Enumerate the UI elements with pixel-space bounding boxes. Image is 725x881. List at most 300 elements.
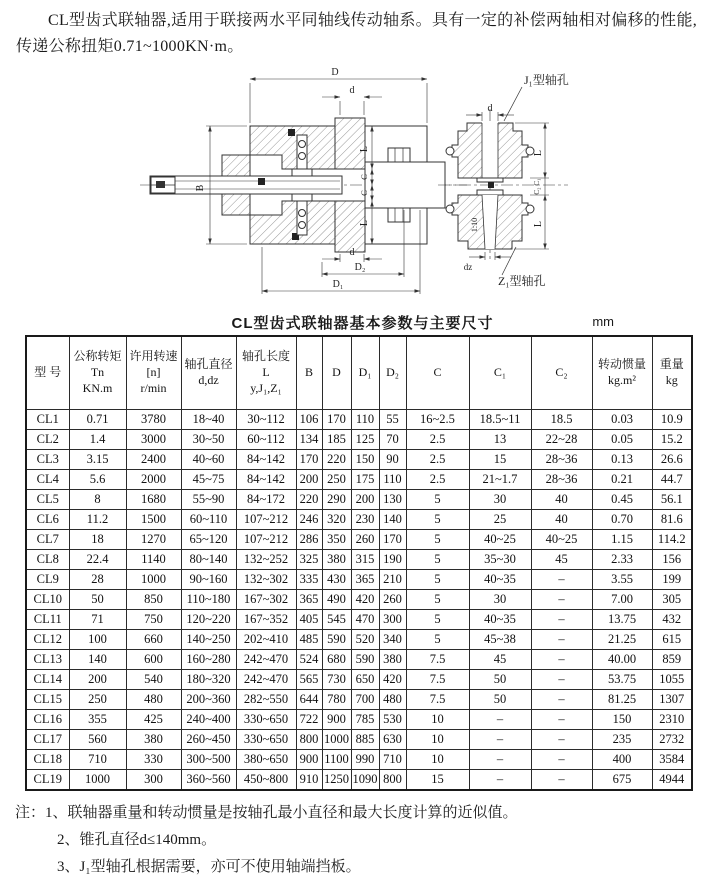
cell: 325 bbox=[296, 549, 322, 569]
cell: 30~112 bbox=[236, 409, 296, 429]
cell: 15 bbox=[406, 769, 469, 790]
cell: 84~142 bbox=[236, 449, 296, 469]
cell: 246 bbox=[296, 509, 322, 529]
cell: 990 bbox=[351, 749, 379, 769]
cell: 380 bbox=[126, 729, 181, 749]
cell: 910 bbox=[296, 769, 322, 790]
cell: 450~800 bbox=[236, 769, 296, 790]
table-row bbox=[26, 609, 692, 629]
cell: 132~302 bbox=[236, 569, 296, 589]
cell: 90 bbox=[379, 449, 406, 469]
cell: 18 bbox=[69, 529, 126, 549]
table-caption bbox=[25, 312, 700, 332]
table-row bbox=[26, 669, 692, 689]
cell: 380 bbox=[322, 549, 351, 569]
cell: 15.2 bbox=[652, 429, 692, 449]
cell: – bbox=[469, 769, 531, 790]
cell: 4944 bbox=[652, 769, 692, 790]
cell: CL6 bbox=[26, 509, 69, 529]
cell: – bbox=[531, 689, 592, 709]
cell: 3.55 bbox=[592, 569, 652, 589]
cell: 156 bbox=[652, 549, 692, 569]
cell: 10 bbox=[406, 729, 469, 749]
cell: 3.15 bbox=[69, 449, 126, 469]
cell: 140 bbox=[69, 649, 126, 669]
table-row bbox=[26, 629, 692, 649]
parameters-table bbox=[25, 335, 693, 791]
cell: 260~450 bbox=[181, 729, 236, 749]
cell: 485 bbox=[296, 629, 322, 649]
cell: 56.1 bbox=[652, 489, 692, 509]
cell: 90~160 bbox=[181, 569, 236, 589]
cell: 524 bbox=[296, 649, 322, 669]
cell: 30~50 bbox=[181, 429, 236, 449]
cell: 50 bbox=[69, 589, 126, 609]
column-header: 公称转矩 Tn KN.m bbox=[69, 336, 126, 410]
cell: 420 bbox=[379, 669, 406, 689]
cell: 2.33 bbox=[592, 549, 652, 569]
cell: 1000 bbox=[126, 569, 181, 589]
cell: 490 bbox=[322, 589, 351, 609]
cell: 16~2.5 bbox=[406, 409, 469, 429]
cell: 5 bbox=[406, 529, 469, 549]
coupling-section-drawing bbox=[0, 63, 725, 308]
cell: CL12 bbox=[26, 629, 69, 649]
cell: 22.4 bbox=[69, 549, 126, 569]
cell: 2000 bbox=[126, 469, 181, 489]
cell: 45~38 bbox=[469, 629, 531, 649]
dim-D2: D₂ bbox=[354, 261, 366, 273]
cell: – bbox=[469, 709, 531, 729]
cell: 202~410 bbox=[236, 629, 296, 649]
cell: 405 bbox=[296, 609, 322, 629]
table-row bbox=[26, 489, 692, 509]
cell: 0.03 bbox=[592, 409, 652, 429]
cell: 722 bbox=[296, 709, 322, 729]
cell: 1055 bbox=[652, 669, 692, 689]
cell: 615 bbox=[652, 629, 692, 649]
cell: 11.2 bbox=[69, 509, 126, 529]
dim-L-z1: L bbox=[533, 220, 544, 227]
cell: 365 bbox=[351, 569, 379, 589]
cell: 0.21 bbox=[592, 469, 652, 489]
cell: 710 bbox=[69, 749, 126, 769]
cell: 28 bbox=[69, 569, 126, 589]
dim-D: D bbox=[331, 66, 339, 78]
intro-paragraph: CL型齿式联轴器,适用于联接两水平同轴线传动轴系。具有一定的补偿两轴相对偏移的性能,传递公称扭矩0.71~1000KN·m。 bbox=[16, 12, 698, 56]
cell: 107~212 bbox=[236, 529, 296, 549]
column-header: D₂ bbox=[379, 336, 406, 410]
cell: 1000 bbox=[69, 769, 126, 790]
cell: – bbox=[531, 629, 592, 649]
dim-dz: dz bbox=[463, 261, 473, 272]
cell: 530 bbox=[379, 709, 406, 729]
table-row bbox=[26, 509, 692, 529]
note-line-3 bbox=[57, 854, 725, 881]
cell: 425 bbox=[126, 709, 181, 729]
note-line-1 bbox=[15, 800, 725, 827]
cell: 350 bbox=[322, 529, 351, 549]
table-row bbox=[26, 689, 692, 709]
cell: 55 bbox=[379, 409, 406, 429]
cell: 100 bbox=[69, 629, 126, 649]
cell: 320 bbox=[322, 509, 351, 529]
cell: CL1 bbox=[26, 409, 69, 429]
column-header: 重量 kg bbox=[652, 336, 692, 410]
cell: 1140 bbox=[126, 549, 181, 569]
cell: 160~280 bbox=[181, 649, 236, 669]
cell: 1270 bbox=[126, 529, 181, 549]
j1-bore-label: J₁型轴孔 bbox=[524, 72, 569, 87]
table-row bbox=[26, 589, 692, 609]
cell: 150 bbox=[592, 709, 652, 729]
cell: CL8 bbox=[26, 549, 69, 569]
cell: 290 bbox=[322, 489, 351, 509]
cell: CL18 bbox=[26, 749, 69, 769]
cell: 2400 bbox=[126, 449, 181, 469]
cell: 81.6 bbox=[652, 509, 692, 529]
cell: 175 bbox=[351, 469, 379, 489]
cell: CL17 bbox=[26, 729, 69, 749]
cell: 3584 bbox=[652, 749, 692, 769]
cell: 300~500 bbox=[181, 749, 236, 769]
cell: 7.5 bbox=[406, 649, 469, 669]
cell: 50 bbox=[469, 669, 531, 689]
cell: 5 bbox=[406, 629, 469, 649]
cell: 1000 bbox=[322, 729, 351, 749]
cell: 84~142 bbox=[236, 469, 296, 489]
column-header: D bbox=[322, 336, 351, 410]
cell: 114.2 bbox=[652, 529, 692, 549]
cell: 590 bbox=[322, 629, 351, 649]
cell: 5 bbox=[406, 549, 469, 569]
cell: 40~25 bbox=[469, 529, 531, 549]
cell: 120~220 bbox=[181, 609, 236, 629]
cell: 565 bbox=[296, 669, 322, 689]
dim-d-top: d bbox=[349, 84, 355, 96]
cell: 360~560 bbox=[181, 769, 236, 790]
dim-C2: C₂ bbox=[533, 187, 541, 195]
cell: 230 bbox=[351, 509, 379, 529]
cell: CL5 bbox=[26, 489, 69, 509]
cell: 110 bbox=[351, 409, 379, 429]
cell: 60~112 bbox=[236, 429, 296, 449]
table-row bbox=[26, 729, 692, 749]
cell: 200~360 bbox=[181, 689, 236, 709]
cell: 730 bbox=[322, 669, 351, 689]
cell: 190 bbox=[379, 549, 406, 569]
cell: 430 bbox=[322, 569, 351, 589]
cell: 315 bbox=[351, 549, 379, 569]
cell: 15 bbox=[469, 449, 531, 469]
cell: – bbox=[531, 649, 592, 669]
cell: 470 bbox=[351, 609, 379, 629]
cell: 0.05 bbox=[592, 429, 652, 449]
cell: 50 bbox=[469, 689, 531, 709]
cell: CL2 bbox=[26, 429, 69, 449]
cell: 480 bbox=[126, 689, 181, 709]
dim-C1: C₁ bbox=[533, 178, 541, 186]
cell: 55~90 bbox=[181, 489, 236, 509]
cell: 125 bbox=[351, 429, 379, 449]
cell: 26.6 bbox=[652, 449, 692, 469]
cell: 286 bbox=[296, 529, 322, 549]
cell: 282~550 bbox=[236, 689, 296, 709]
cell: 71 bbox=[69, 609, 126, 629]
cell: 150 bbox=[351, 449, 379, 469]
cell: CL19 bbox=[26, 769, 69, 790]
cell: 850 bbox=[126, 589, 181, 609]
cell: 140~250 bbox=[181, 629, 236, 649]
table-row bbox=[26, 769, 692, 790]
cell: 110~180 bbox=[181, 589, 236, 609]
cell: 13 bbox=[469, 429, 531, 449]
cell: 18~40 bbox=[181, 409, 236, 429]
cell: 1100 bbox=[322, 749, 351, 769]
cell: 3780 bbox=[126, 409, 181, 429]
header-row bbox=[26, 336, 692, 410]
cell: 242~470 bbox=[236, 669, 296, 689]
cell: 170 bbox=[379, 529, 406, 549]
cell: 300 bbox=[379, 609, 406, 629]
cell: CL11 bbox=[26, 609, 69, 629]
cell: CL7 bbox=[26, 529, 69, 549]
cell: 590 bbox=[351, 649, 379, 669]
cell: 167~352 bbox=[236, 609, 296, 629]
cell: 13.75 bbox=[592, 609, 652, 629]
cell: 80~140 bbox=[181, 549, 236, 569]
cell: 107~212 bbox=[236, 509, 296, 529]
cell: 44.7 bbox=[652, 469, 692, 489]
cell: 250 bbox=[69, 689, 126, 709]
cell: 330~650 bbox=[236, 729, 296, 749]
notes-prefix: 注： bbox=[15, 804, 46, 821]
cell: 710 bbox=[379, 749, 406, 769]
cell: 420 bbox=[351, 589, 379, 609]
note-line-2 bbox=[57, 827, 725, 854]
cell: – bbox=[531, 669, 592, 689]
cell: 335 bbox=[296, 569, 322, 589]
cell: 1680 bbox=[126, 489, 181, 509]
cell: – bbox=[531, 749, 592, 769]
cell: 1090 bbox=[351, 769, 379, 790]
cell: 45 bbox=[531, 549, 592, 569]
note-text: 1、联轴器重量和转动惯量是按轴孔最小直径和最大长度计算的近似值。 bbox=[45, 804, 518, 821]
cell: 235 bbox=[592, 729, 652, 749]
cell: 560 bbox=[69, 729, 126, 749]
cell: 40 bbox=[531, 489, 592, 509]
cell: 185 bbox=[322, 429, 351, 449]
cell: 240~400 bbox=[181, 709, 236, 729]
cell: 340 bbox=[379, 629, 406, 649]
cell: 3000 bbox=[126, 429, 181, 449]
cell: 10.9 bbox=[652, 409, 692, 429]
column-header: C₂ bbox=[531, 336, 592, 410]
cell: 167~302 bbox=[236, 589, 296, 609]
dim-d-j1: d bbox=[487, 102, 493, 114]
cell: 170 bbox=[296, 449, 322, 469]
cell: 540 bbox=[126, 669, 181, 689]
cell: 859 bbox=[652, 649, 692, 669]
cell: 25 bbox=[469, 509, 531, 529]
cell: 750 bbox=[126, 609, 181, 629]
cell: – bbox=[531, 769, 592, 790]
cell: 5 bbox=[406, 589, 469, 609]
dim-C-lower: C bbox=[359, 189, 369, 196]
cell: 40.00 bbox=[592, 649, 652, 669]
cell: 140 bbox=[379, 509, 406, 529]
table-row bbox=[26, 529, 692, 549]
cell: 400 bbox=[592, 749, 652, 769]
table-row bbox=[26, 449, 692, 469]
dim-D1: D₁ bbox=[332, 278, 344, 290]
cell: 2310 bbox=[652, 709, 692, 729]
dim-L-j1: L bbox=[533, 149, 544, 156]
cell: 675 bbox=[592, 769, 652, 790]
cell: – bbox=[531, 569, 592, 589]
cell: 365 bbox=[296, 589, 322, 609]
taper-ratio: 1:10 bbox=[470, 217, 479, 232]
cell: 7.5 bbox=[406, 669, 469, 689]
cell: 800 bbox=[296, 729, 322, 749]
cell: 30 bbox=[469, 589, 531, 609]
cell: CL9 bbox=[26, 569, 69, 589]
column-header: 轴孔长度 L y,J₁,Z₁ bbox=[236, 336, 296, 410]
cell: 35~30 bbox=[469, 549, 531, 569]
column-header: 转动惯量 kg.m² bbox=[592, 336, 652, 410]
cell: 545 bbox=[322, 609, 351, 629]
cell: 8 bbox=[69, 489, 126, 509]
cell: 1.15 bbox=[592, 529, 652, 549]
cell: 21.25 bbox=[592, 629, 652, 649]
cell: 110 bbox=[379, 469, 406, 489]
table-title: CL型齿式联轴器基本参数与主要尺寸 bbox=[231, 314, 494, 332]
cell: CL13 bbox=[26, 649, 69, 669]
cell: 53.75 bbox=[592, 669, 652, 689]
cell: CL4 bbox=[26, 469, 69, 489]
cell: 21~1.7 bbox=[469, 469, 531, 489]
cell: 5 bbox=[406, 489, 469, 509]
cell: 130 bbox=[379, 489, 406, 509]
column-header: 型 号 bbox=[26, 336, 69, 410]
cell: 200 bbox=[296, 469, 322, 489]
cell: 260 bbox=[379, 589, 406, 609]
cell: 40 bbox=[531, 509, 592, 529]
column-header: C₁ bbox=[469, 336, 531, 410]
cell: 644 bbox=[296, 689, 322, 709]
cell: 220 bbox=[322, 449, 351, 469]
cell: 0.70 bbox=[592, 509, 652, 529]
cell: 40~35 bbox=[469, 609, 531, 629]
cell: 199 bbox=[652, 569, 692, 589]
cell: 22~28 bbox=[531, 429, 592, 449]
cell: 81.25 bbox=[592, 689, 652, 709]
cell: 900 bbox=[296, 749, 322, 769]
cell: 0.71 bbox=[69, 409, 126, 429]
cell: 10 bbox=[406, 749, 469, 769]
cell: 355 bbox=[69, 709, 126, 729]
cell: 5 bbox=[406, 509, 469, 529]
cell: 250 bbox=[322, 469, 351, 489]
table-row bbox=[26, 749, 692, 769]
table-row bbox=[26, 569, 692, 589]
notes bbox=[15, 800, 725, 881]
cell: 630 bbox=[379, 729, 406, 749]
cell: – bbox=[531, 589, 592, 609]
cell: 680 bbox=[322, 649, 351, 669]
cell: 134 bbox=[296, 429, 322, 449]
cell: 380~650 bbox=[236, 749, 296, 769]
cell: 700 bbox=[351, 689, 379, 709]
cell: 1250 bbox=[322, 769, 351, 790]
cell: 2.5 bbox=[406, 429, 469, 449]
cell: 5.6 bbox=[69, 469, 126, 489]
cell: 210 bbox=[379, 569, 406, 589]
column-header: 许用转速 [n] r/min bbox=[126, 336, 181, 410]
cell: 220 bbox=[296, 489, 322, 509]
cell: CL10 bbox=[26, 589, 69, 609]
cell: 380 bbox=[379, 649, 406, 669]
cell: – bbox=[531, 709, 592, 729]
cell: 900 bbox=[322, 709, 351, 729]
cell: 28~36 bbox=[531, 469, 592, 489]
column-header: 轴孔直径 d,dz bbox=[181, 336, 236, 410]
cell: 480 bbox=[379, 689, 406, 709]
dim-C-upper: C bbox=[359, 173, 369, 180]
cell: – bbox=[531, 729, 592, 749]
cell: 7.5 bbox=[406, 689, 469, 709]
cell: 5 bbox=[406, 569, 469, 589]
cell: 7.00 bbox=[592, 589, 652, 609]
cell: 45~75 bbox=[181, 469, 236, 489]
cell: 1.4 bbox=[69, 429, 126, 449]
cell: 660 bbox=[126, 629, 181, 649]
cell: 885 bbox=[351, 729, 379, 749]
table-row bbox=[26, 549, 692, 569]
cell: 200 bbox=[69, 669, 126, 689]
table-unit: mm bbox=[592, 313, 614, 329]
dim-d-bottom: d bbox=[349, 246, 355, 258]
cell: 780 bbox=[322, 689, 351, 709]
cell: 300 bbox=[126, 769, 181, 790]
cell: 60~110 bbox=[181, 509, 236, 529]
note-text: 2、锥孔直径d≤140mm。 bbox=[57, 831, 217, 848]
cell: CL15 bbox=[26, 689, 69, 709]
cell: 5 bbox=[406, 609, 469, 629]
cell: 18.5 bbox=[531, 409, 592, 429]
cell: 520 bbox=[351, 629, 379, 649]
column-header: B bbox=[296, 336, 322, 410]
z1-bore-label: Z₁型轴孔 bbox=[498, 273, 546, 288]
cell: 2732 bbox=[652, 729, 692, 749]
cell: 0.13 bbox=[592, 449, 652, 469]
cell: 330 bbox=[126, 749, 181, 769]
table-row bbox=[26, 649, 692, 669]
column-header: C bbox=[406, 336, 469, 410]
cell: 10 bbox=[406, 709, 469, 729]
cell: 18.5~11 bbox=[469, 409, 531, 429]
cell: CL16 bbox=[26, 709, 69, 729]
cell: CL14 bbox=[26, 669, 69, 689]
dim-B: B bbox=[195, 184, 206, 192]
cell: 432 bbox=[652, 609, 692, 629]
cell: 200 bbox=[351, 489, 379, 509]
table-row bbox=[26, 469, 692, 489]
cell: 180~320 bbox=[181, 669, 236, 689]
cell: 45 bbox=[469, 649, 531, 669]
column-header: D₁ bbox=[351, 336, 379, 410]
cell: – bbox=[469, 749, 531, 769]
